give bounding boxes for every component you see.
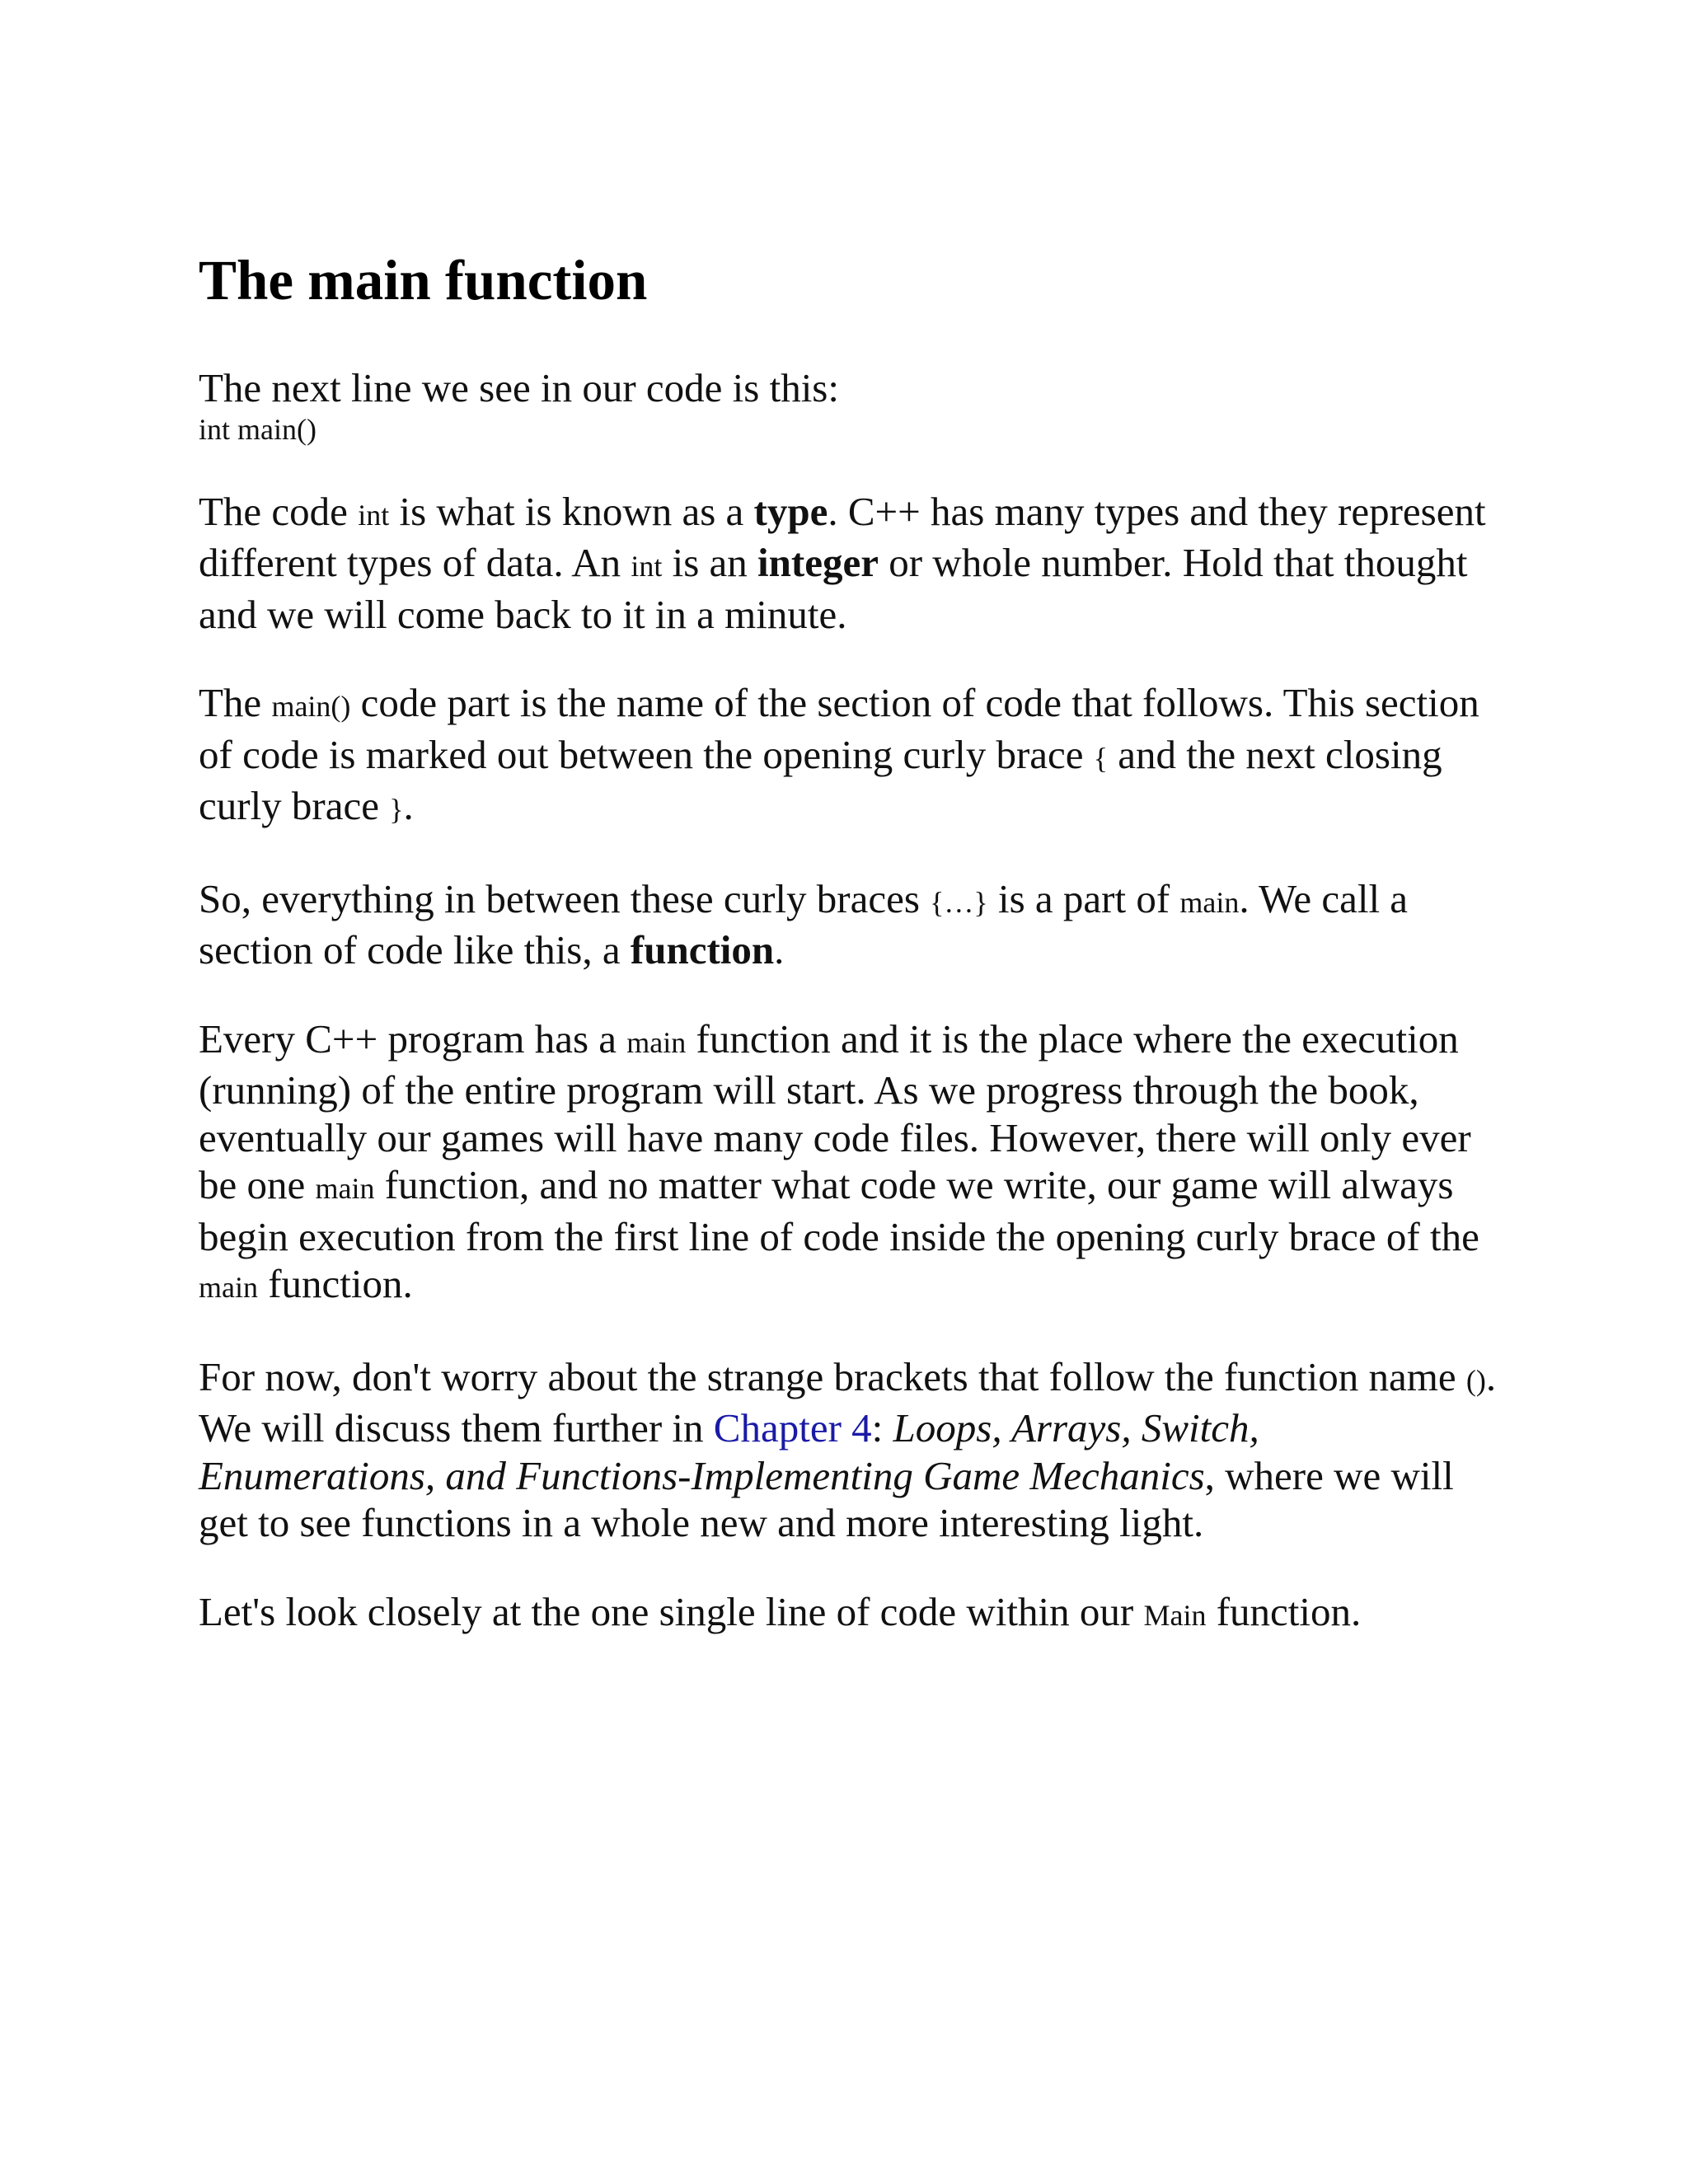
bold-term: integer xyxy=(757,540,879,585)
inline-code: main xyxy=(315,1172,375,1205)
text: is what is known as a xyxy=(389,488,754,534)
inline-code: main xyxy=(1179,885,1240,919)
inline-code: main() xyxy=(271,690,351,723)
inline-code: {…} xyxy=(930,885,988,919)
text: is an xyxy=(662,540,758,585)
text: . xyxy=(403,783,414,828)
paragraph-execution xyxy=(199,1015,1501,1312)
chapter-title: Loops, Arrays, Switch, Enumerations, and Functions-Implementing Game Mechanics xyxy=(199,1405,1259,1498)
text: So, everything in between these curly braces xyxy=(199,875,931,921)
text: code part is the name of the section of code that follows. This section of code is marked out between the opening curly brace xyxy=(199,680,1479,777)
text: For now, don't worry about the strange brackets that follow the function name xyxy=(199,1353,1466,1399)
text: . We call a section of code like this, a xyxy=(199,875,1409,972)
inline-code: int xyxy=(631,550,663,583)
text: . C++ has many types and they represent different types of data. An xyxy=(199,488,1486,585)
text: , where we will get to see functions in a whole new and more interesting light. xyxy=(199,1452,1454,1545)
paragraph-main-name xyxy=(199,679,1501,834)
paragraph-intro: The next line we see in our code is this: xyxy=(199,365,839,410)
text: . We will discuss them further in xyxy=(199,1353,1497,1451)
inline-code: } xyxy=(389,793,404,826)
inline-code: { xyxy=(1093,741,1109,775)
text: function, and no matter what code we write, our game will always begin execution from the first line of code inside the opening curly brace of the xyxy=(199,1162,1479,1259)
inline-code: main xyxy=(199,1271,258,1304)
inline-code: int xyxy=(358,498,390,532)
text: Every C++ program has a xyxy=(199,1015,627,1062)
text: function. xyxy=(1206,1588,1362,1634)
text: function. xyxy=(257,1261,413,1306)
text: is a part of xyxy=(987,875,1180,921)
inline-code: () xyxy=(1465,1363,1486,1397)
inline-code: main xyxy=(626,1025,687,1059)
bold-term: function xyxy=(630,927,775,972)
text: and the next closing curly brace xyxy=(199,731,1442,828)
inline-code: Main xyxy=(1143,1598,1207,1632)
paragraph-closing xyxy=(199,1588,1501,1640)
text: function and it is the place where the execution (running) of the entire program will start. As we progress through the book, eventually our games will have many code files. However, there will only ever be one xyxy=(199,1015,1471,1207)
chapter-4-link[interactable]: Chapter 4 xyxy=(713,1405,872,1451)
code-snippet: int main() xyxy=(199,412,316,446)
text: Let's look closely at the one single line of code within our xyxy=(199,1588,1144,1634)
paragraph-brackets xyxy=(199,1353,1501,1547)
text: : xyxy=(871,1405,893,1451)
paragraph-type xyxy=(199,488,1501,639)
bold-term: type xyxy=(753,488,828,534)
text: The code xyxy=(199,488,359,534)
document-page xyxy=(199,247,1501,1639)
page-title: The main function xyxy=(199,249,648,312)
paragraph-curly-braces xyxy=(199,875,1501,974)
text: The xyxy=(199,680,272,725)
text: or whole number. Hold that thought and we will come back to it in a minute. xyxy=(199,540,1468,637)
text: . xyxy=(774,927,785,972)
